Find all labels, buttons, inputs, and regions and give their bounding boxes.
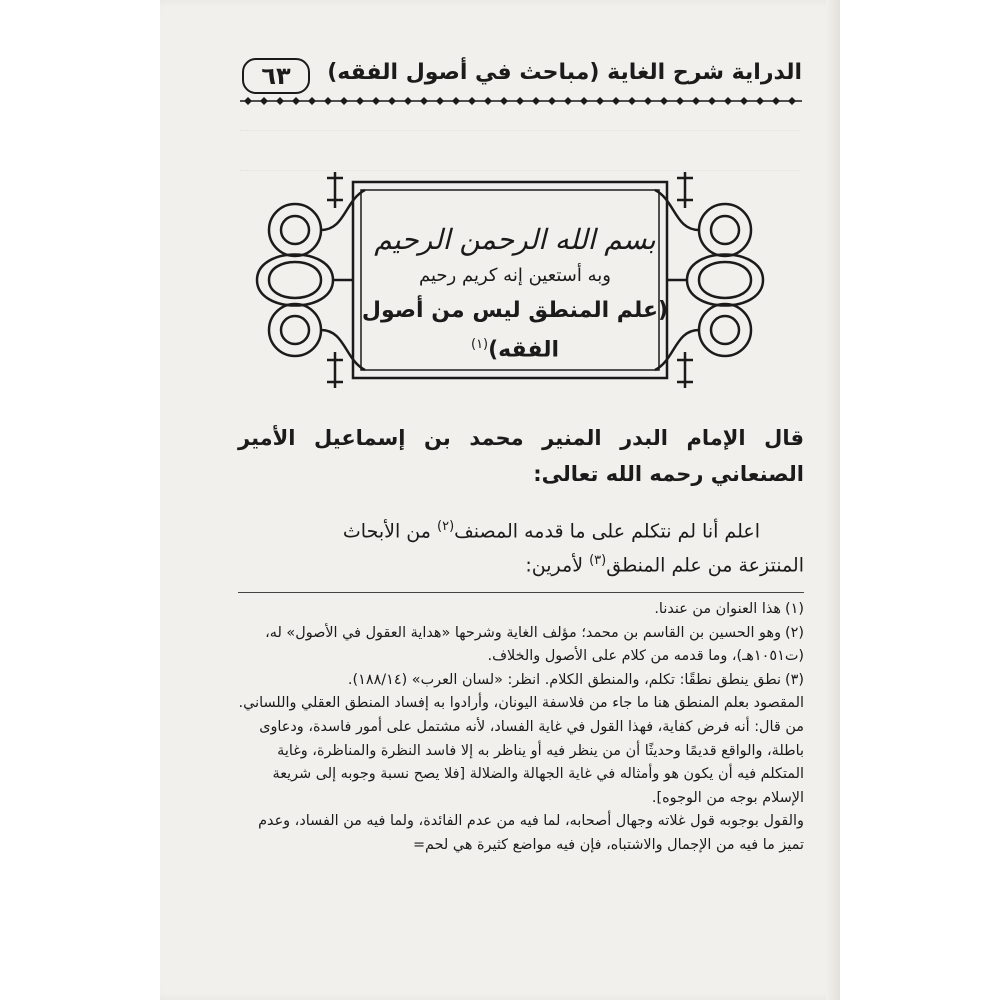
main-text-line xyxy=(238,512,804,546)
running-title: الدراية شرح الغاية (مباحث في أصول الفقه) xyxy=(327,60,802,85)
main-text xyxy=(238,512,804,581)
frame-content xyxy=(355,222,675,367)
footnote xyxy=(238,622,804,669)
footnote-ref: (٣) xyxy=(589,553,607,569)
basmala: بسم الله الرحمن الرحيم xyxy=(374,223,656,256)
main-text-segment: المنتزعة من علم المنطق xyxy=(606,554,804,577)
footnote-text: هذا العنوان من عندنا. xyxy=(654,601,782,617)
footnote xyxy=(238,598,804,622)
main-text-segment: لأمرين: xyxy=(525,554,590,577)
footnote-paragraph: من قال: أنه فرض كفاية، فهذا القول في غاية الفساد، لأنه مشتمل على أمور فاسدة، ودعاوى باطلة، والواقع قديمًا وحديثًا أن من ينظر فيه أو يناظر به إلا فاسد النظرة والمناظرة، وغاية المتكلم فيه أن يكون هو وأمثاله في غاية الجهالة والضلالة [فلا يصح نسبة وجوبه إلى شريعة الإسلام بوجه من الوجوه]. xyxy=(259,718,804,806)
invocation-line: وبه أستعين إنه كريم رحيم xyxy=(419,265,611,286)
chapter-title xyxy=(355,294,675,367)
chapter-title-text: (علم المنطق ليس من أصول الفقه) xyxy=(361,298,669,363)
footnote-ref: (١) xyxy=(470,337,489,352)
main-text-segment: اعلم أنا لم نتكلم على ما قدمه المصنف xyxy=(454,520,760,543)
author-intro: قال الإمام البدر المنير محمد بن إسماعيل الأمير الصنعاني رحمه الله تعالى: xyxy=(238,426,804,486)
footnote-paragraph: والقول بوجوبه قول غلاته وجهال أصحابه، لما فيه من عدم الفائدة، ولما فيه من الفساد، وعدم تميز ما فيه من الإجمال والاشتباه، فإن فيه مواضع كثيرة هي لحم= xyxy=(258,813,804,853)
footnote-ref: (٢) xyxy=(437,519,455,534)
running-header xyxy=(240,58,802,94)
footnote-number: (٢) xyxy=(785,624,804,641)
footnote-text: نطق ينطق نطقًا: تكلم، والمنطق الكلام. انظر: «لسان العرب» (١٨٨/١٤). xyxy=(347,671,782,688)
footnote-number: (٣) xyxy=(785,671,804,688)
page-number: ٦٣ xyxy=(242,58,310,94)
page-edge-shadow xyxy=(826,0,840,1000)
header-ornamental-rule xyxy=(240,96,802,106)
footnote-text: وهو الحسين بن القاسم بن محمد؛ مؤلف الغاية وشرحها «هداية العقول في الأصول» له، (ت١٠٥١هـ)، وما قدمه من كلام على الأصول والخلاف. xyxy=(265,624,804,665)
footnote-paragraph: المقصود بعلم المنطق هنا ما جاء من فلاسفة اليونان، وأرادوا به إفساد المنطق العقلي واللساني. xyxy=(238,695,804,712)
footnote-separator xyxy=(238,592,804,593)
footnote-number: (١) xyxy=(785,601,804,617)
footnotes xyxy=(238,598,804,858)
footnote xyxy=(238,669,804,693)
bleed-through-line xyxy=(240,130,800,141)
main-text-line xyxy=(238,546,804,580)
main-text-segment: من الأبحاث xyxy=(342,520,437,543)
